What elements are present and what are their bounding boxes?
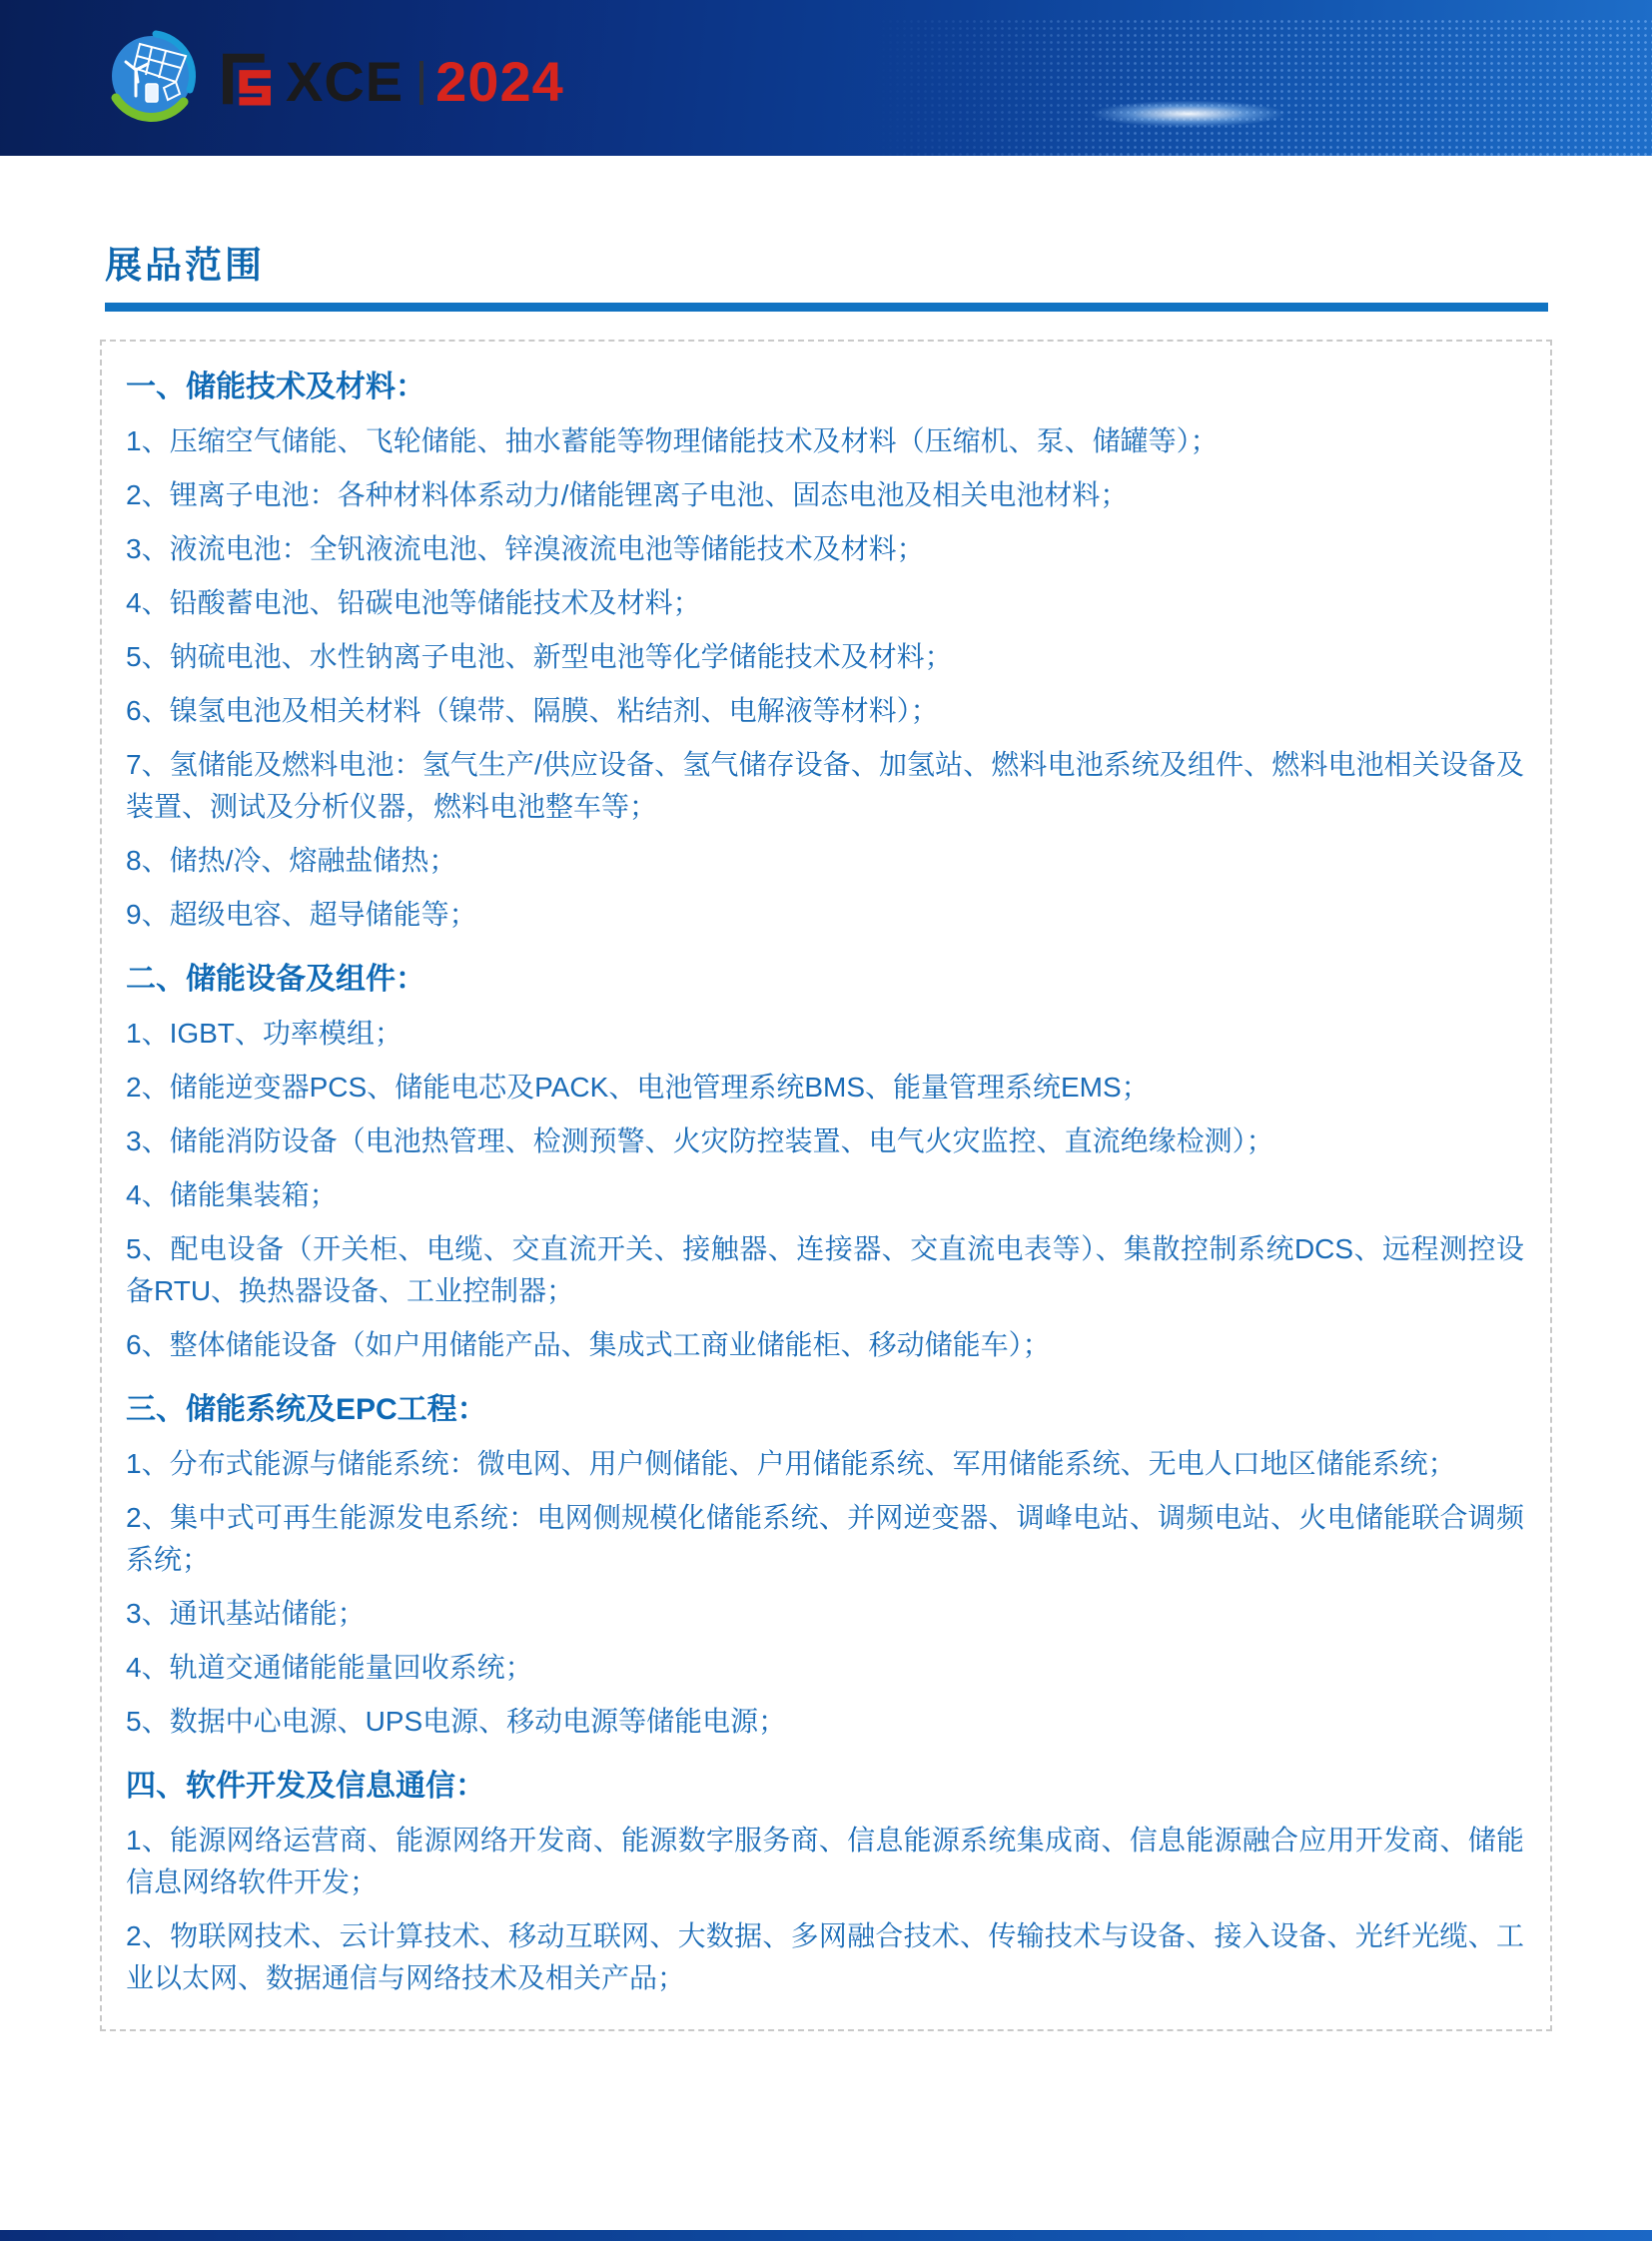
list-item: 3、通讯基站储能； (126, 1597, 366, 1629)
list-item: 1、IGBT、功率模组； (126, 1017, 403, 1049)
list-item: 4、储能集装箱； (126, 1178, 338, 1210)
list-item: 5、钠硫电池、水性钠离子电池、新型电池等化学储能技术及材料； (126, 640, 953, 672)
logo-divider (419, 61, 423, 105)
list-item: 3、液流电池：全钒液流电池、锌溴液流电池等储能技术及材料； (126, 532, 925, 564)
footer-accent-bar (0, 2230, 1652, 2241)
list-item: 6、整体储能设备（如户用储能产品、集成式工商业储能柜、移动储能车）； (126, 1328, 1051, 1360)
header-banner (0, 0, 1652, 156)
section-heading-4: 四、软件开发及信息通信： (126, 1769, 485, 1803)
list-item: 2、物联网技术、云计算技术、移动互联网、大数据、多网融合技术、传输技术与设备、接入设备、光纤光缆、工业以太网、数据通信与网络技术及相关产品； (126, 1919, 1524, 1993)
list-item: 5、配电设备（开关柜、电缆、交直流开关、接触器、连接器、交直流电表等）、集散控制系统DCS、远程测控设备RTU、换热器设备、工业控制器； (126, 1232, 1524, 1306)
list-item: 7、氢储能及燃料电池：氢气生产/供应设备、氢气储存设备、加氢站、燃料电池系统及组件、燃料电池相关设备及装置、测试及分析仪器，燃料电池整车等； (126, 748, 1524, 822)
logo (102, 16, 564, 136)
section-heading-2: 二、储能设备及组件： (126, 962, 425, 996)
list-item: 1、分布式能源与储能系统：微电网、用户侧储能、户用储能系统、军用储能系统、无电人口地区储能系统； (126, 1447, 1456, 1479)
list-item: 2、集中式可再生能源发电系统：电网侧规模化储能系统、并网逆变器、调峰电站、调频电站、火电储能联合调频系统； (126, 1501, 1524, 1575)
list-item: 2、储能逆变器PCS、储能电芯及PACK、电池管理系统BMS、能量管理系统EMS； (126, 1071, 1150, 1103)
wind-solar-energy-globe-icon (102, 26, 202, 126)
list-item: 8、储热/冷、熔融盐储热； (126, 844, 457, 876)
list-item: 1、能源网络运营商、能源网络开发商、能源数字服务商、信息能源系统集成商、信息能源融合应用开发商、储能信息网络软件开发； (126, 1824, 1524, 1897)
title-underline-rule (105, 303, 1548, 312)
logo-year-text: 2024 (435, 50, 564, 113)
list-item: 5、数据中心电源、UPS电源、移动电源等储能电源； (126, 1705, 787, 1737)
page-body (0, 246, 1652, 2031)
logo-brand-text: XCE (286, 50, 405, 113)
section-heading-3: 三、储能系统及EPC工程： (126, 1392, 487, 1426)
page-title: 展品范围 (105, 245, 265, 286)
list-item: 3、储能消防设备（电池热管理、检测预警、火灾防控装置、电气火灾监控、直流绝缘检测）； (126, 1124, 1274, 1156)
list-item: 1、压缩空气储能、飞轮储能、抽水蓄能等物理储能技术及材料（压缩机、泵、储罐等）； (126, 424, 1219, 456)
list-item: 2、锂离子电池：各种材料体系动力/储能锂离子电池、固态电池及相关电池材料； (126, 478, 1129, 510)
list-item: 4、铅酸蓄电池、铅碳电池等储能技术及材料； (126, 586, 701, 618)
list-item: 6、镍氢电池及相关材料（镍带、隔膜、粘结剂、电解液等材料）； (126, 694, 939, 726)
s-bracket-monogram-icon (218, 50, 276, 108)
light-flare-decoration (1059, 82, 1318, 146)
section-heading-1: 一、储能技术及材料： (126, 370, 425, 403)
list-item: 4、轨道交通储能能量回收系统； (126, 1651, 533, 1683)
list-item: 9、超级电容、超导储能等； (126, 898, 477, 930)
exhibition-scope-box (100, 340, 1552, 2031)
